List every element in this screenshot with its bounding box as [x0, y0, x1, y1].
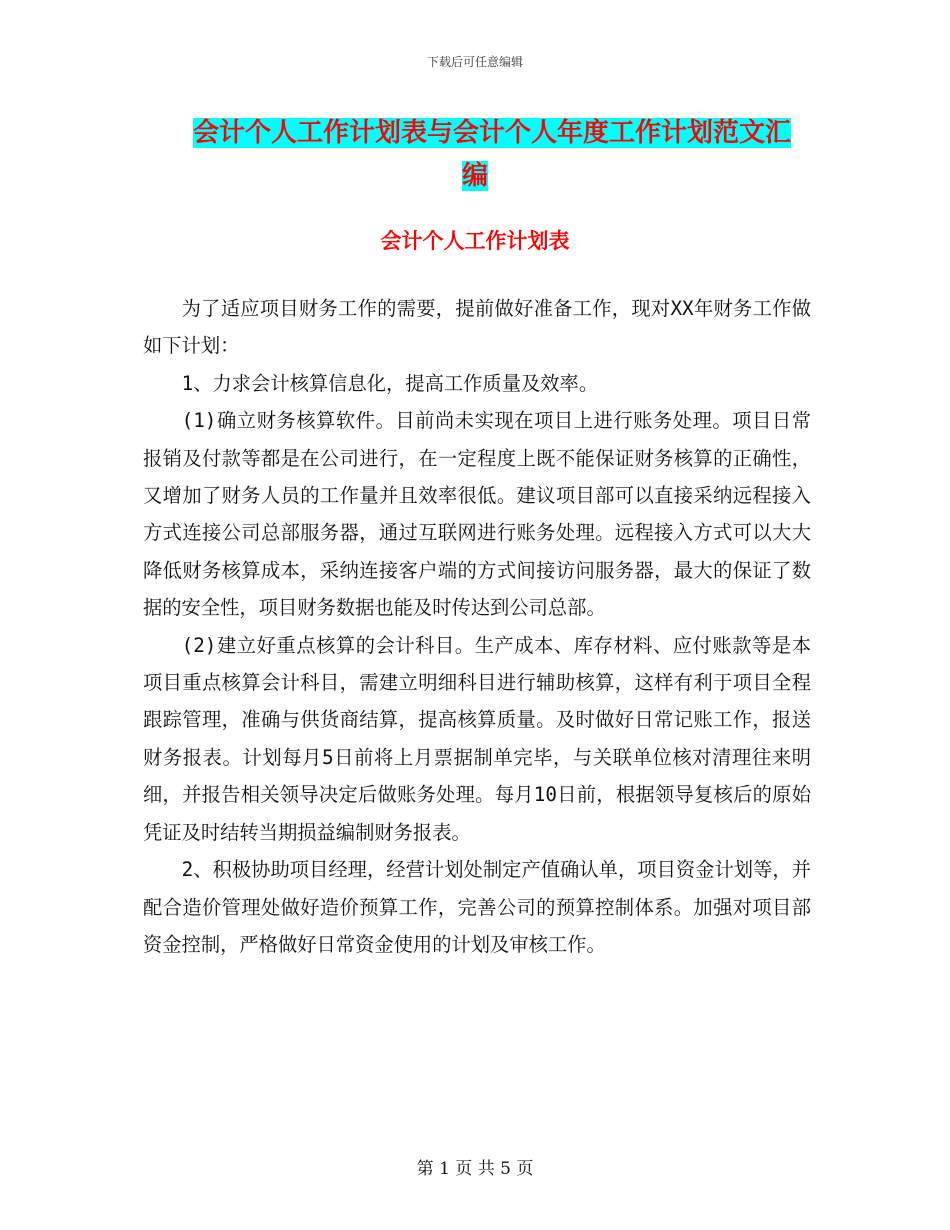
body-text	[143, 290, 811, 963]
header-note: 下载后可任意编辑	[426, 55, 523, 69]
paragraph: 2、积极协助项目经理，经营计划处制定产值确认单，项目资金计划等，并配合造价管理处做好造价预算工作，完善公司的预算控制体系。加强对项目部资金控制，严格做好日常资金使用的计划及审核工作。	[143, 858, 811, 956]
paragraph: 1、力求会计核算信息化，提高工作质量及效率。	[181, 371, 599, 395]
title-line-1	[193, 112, 813, 155]
title-line-1-text: 会计个人工作计划表与会计个人年度工作计划范文汇	[193, 118, 792, 148]
section-heading: 会计个人工作计划表	[380, 228, 570, 253]
page-footer: 第 1 页 共 5 页	[416, 1159, 534, 1179]
paragraph: (1)确立财务核算软件。目前尚未实现在项目上进行账务处理。项目日常报销及付款等都是在公司进行，在一定程度上既不能保证财务核算的正确性，又增加了财务人员的工作量并且效率很低。建议项目部可以直接采纳远程接入方式连接公司总部服务器，通过互联网进行账务处理。远程接入方式可以大大降低财务核算成本，采纳连接客户端的方式间接访问服务器，最大的保证了数据的安全性，项目财务数据也能及时传达到公司总部。	[143, 409, 811, 620]
document-title	[193, 112, 813, 198]
paragraph: (2)建立好重点核算的会计科目。生产成本、库存材料、应付账款等是本项目重点核算会计科目，需建立明细科目进行辅助核算，这样有利于项目全程跟踪管理，准确与供货商结算，提高核算质量。及时做好日常记账工作，报送财务报表。计划每月5日前将上月票据制单完毕，与关联单位核对清理往来明细，并报告相关领导决定后做账务处理。每月10日前，根据领导复核后的原始凭证及时结转当期损益编制财务报表。	[143, 633, 811, 844]
paragraph: 为了适应项目财务工作的需要，提前做好准备工作，现对XX年财务工作做如下计划：	[143, 297, 811, 358]
title-line-2	[193, 155, 813, 198]
title-line-2-text: 编	[462, 161, 489, 191]
